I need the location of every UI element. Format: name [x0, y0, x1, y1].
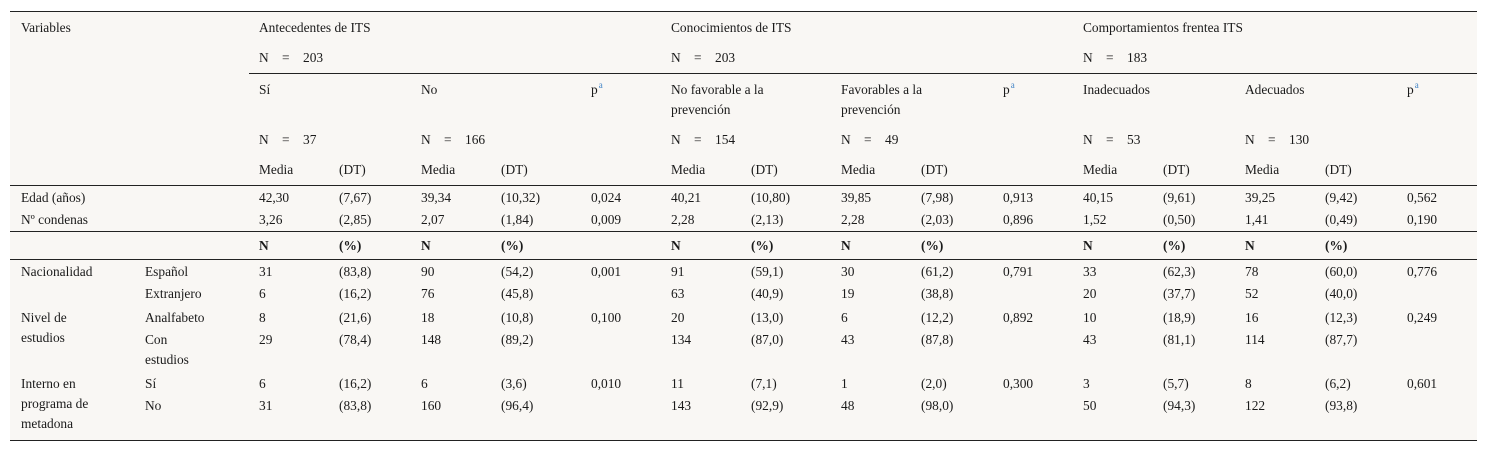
stat-header-dt: (DT) [1325, 162, 1352, 177]
category-label: Sí [145, 376, 157, 391]
table-cell: 30 [841, 264, 855, 279]
table-cell: 0,562 [1407, 190, 1438, 205]
table-cell: (13,0) [751, 310, 784, 325]
table-cell: (89,2) [501, 332, 534, 347]
table-cell: 39,34 [421, 190, 452, 205]
table-cell: 43 [841, 332, 855, 347]
table-cell: 6 [421, 376, 428, 391]
table-cell: (12,2) [921, 310, 954, 325]
subgroup-n: N = 154 [671, 132, 736, 147]
table-cell: 91 [671, 264, 685, 279]
table-cell: 6 [259, 286, 266, 301]
table-cell: (7,67) [339, 190, 372, 205]
stat-header-media: Media [1083, 162, 1118, 177]
table-cell: 1,52 [1083, 212, 1107, 227]
footnote-marker: a [598, 80, 603, 90]
table-cell: 148 [421, 332, 442, 347]
table-cell: 48 [841, 398, 855, 413]
variables-header: Variables [21, 20, 71, 35]
table-cell: 50 [1083, 398, 1097, 413]
stat-header-pct: (%) [501, 238, 524, 253]
table-cell: (7,98) [921, 190, 954, 205]
table-cell: 114 [1245, 332, 1265, 347]
table-cell: (81,1) [1163, 332, 1196, 347]
table-cell: 0,913 [1003, 190, 1034, 205]
table-cell: (0,50) [1163, 212, 1196, 227]
subgroup-label: Inadecuados [1083, 82, 1150, 97]
table-cell: (6,2) [1325, 376, 1351, 391]
category-label: Analfabeto [145, 310, 205, 325]
subgroup-label: Favorables a la [841, 82, 923, 97]
section-rule [10, 259, 1477, 260]
table-cell: 78 [1245, 264, 1259, 279]
table-cell: 42,30 [259, 190, 290, 205]
subgroup-label: No [421, 82, 438, 97]
category-label: No [145, 398, 162, 413]
variable-label: metadona [21, 416, 74, 431]
table-cell: (37,7) [1163, 286, 1196, 301]
p-value-header: $p^a$ [591, 80, 603, 97]
table-cell: 63 [671, 286, 685, 301]
table-cell: 0,776 [1407, 264, 1438, 279]
table-cell: (59,1) [751, 264, 784, 279]
subgroup-label-line2: prevención [841, 102, 901, 117]
table-cell: 134 [671, 332, 692, 347]
table-cell: (83,8) [339, 398, 372, 413]
table-cell: 1,41 [1245, 212, 1269, 227]
stat-header-dt: (DT) [501, 162, 528, 177]
table-cell: (9,42) [1325, 190, 1358, 205]
table-cell: 76 [421, 286, 435, 301]
table-cell: (61,2) [921, 264, 954, 279]
stat-header-pct: (%) [1163, 238, 1186, 253]
stat-header-n: N [421, 238, 431, 253]
stat-header-media: Media [421, 162, 456, 177]
table-cell: (94,3) [1163, 398, 1196, 413]
group-title: Antecedentes de ITS [259, 20, 371, 35]
table-cell: 10 [1083, 310, 1097, 325]
table-cell: 19 [841, 286, 855, 301]
p-value-header: $p^a$ [1003, 80, 1015, 97]
category-label: Con [145, 332, 168, 347]
table-cell: (93,8) [1325, 398, 1358, 413]
row-label: Edad (años) [21, 190, 86, 205]
variable-label: estudios [21, 330, 65, 345]
table-cell: (1,84) [501, 212, 534, 227]
table-cell: 31 [259, 264, 273, 279]
table-cell: (98,0) [921, 398, 954, 413]
stat-header-pct: (%) [339, 238, 362, 253]
table-cell: (96,4) [501, 398, 534, 413]
table-cell: 52 [1245, 286, 1259, 301]
row-label: Nº condenas [21, 212, 88, 227]
table-cell: 0,896 [1003, 212, 1034, 227]
group-title: Conocimientos de ITS [671, 20, 792, 35]
table-cell: (16,2) [339, 286, 372, 301]
stat-header-pct: (%) [1325, 238, 1348, 253]
table-cell: 160 [421, 398, 442, 413]
table-cell: 0,791 [1003, 264, 1034, 279]
table-cell: (45,8) [501, 286, 534, 301]
stat-header-n: N [1245, 238, 1255, 253]
subgroup-n: N = 130 [1245, 132, 1310, 147]
table-cell: (21,6) [339, 310, 372, 325]
table-cell: 31 [259, 398, 273, 413]
p-value-header: $p^a$ [1407, 80, 1419, 97]
table-cell: 20 [1083, 286, 1097, 301]
table-cell: (78,4) [339, 332, 372, 347]
table-cell: (38,8) [921, 286, 954, 301]
table-cell: 0,892 [1003, 310, 1034, 325]
subgroup-label-line2: prevención [671, 102, 731, 117]
table-cell: (87,0) [751, 332, 784, 347]
table-cell: 0,100 [591, 310, 622, 325]
subgroup-label: Sí [259, 82, 271, 97]
table-cell: (2,13) [751, 212, 784, 227]
table-cell: 3,26 [259, 212, 283, 227]
stat-header-pct: (%) [921, 238, 944, 253]
table-cell: (40,0) [1325, 286, 1358, 301]
stat-header-n: N [671, 238, 681, 253]
table-cell: 0,190 [1407, 212, 1438, 227]
table-cell: (40,9) [751, 286, 784, 301]
table-cell: 18 [421, 310, 435, 325]
table-cell: (87,8) [921, 332, 954, 347]
variable-label: Interno en [21, 376, 76, 391]
table-cell: 0,249 [1407, 310, 1438, 325]
subgroup-label: Adecuados [1245, 82, 1305, 97]
table-cell: (9,61) [1163, 190, 1196, 205]
footnote-marker: a [1414, 80, 1419, 90]
subgroup-n: N = 166 [421, 132, 486, 147]
table-cell: 43 [1083, 332, 1097, 347]
table-cell: 11 [671, 376, 684, 391]
results-table [10, 11, 1477, 441]
table-cell: 122 [1245, 398, 1266, 413]
stat-header-n: N [1083, 238, 1093, 253]
subgroup-label: No favorable a la [671, 82, 764, 97]
table-cell: 33 [1083, 264, 1097, 279]
stat-header-dt: (DT) [1163, 162, 1190, 177]
subgroup-n: N = 53 [1083, 132, 1141, 147]
group-n: N = 183 [1083, 50, 1148, 65]
stat-header-dt: (DT) [339, 162, 366, 177]
table-cell: 8 [1245, 376, 1252, 391]
table-cell: 39,85 [841, 190, 872, 205]
variable-label: Nivel de [21, 310, 67, 325]
table-cell: 40,15 [1083, 190, 1114, 205]
table-cell: (54,2) [501, 264, 534, 279]
header-rule [249, 73, 1477, 74]
table-cell: (16,2) [339, 376, 372, 391]
table-cell: 3 [1083, 376, 1090, 391]
stat-header-media: Media [259, 162, 294, 177]
table-cell: 16 [1245, 310, 1259, 325]
table-cell: 2,07 [421, 212, 445, 227]
stat-header-n: N [841, 238, 851, 253]
subgroup-n: N = 49 [841, 132, 899, 147]
table-cell: (60,0) [1325, 264, 1358, 279]
table-cell: (83,8) [339, 264, 372, 279]
table-cell: 143 [671, 398, 692, 413]
stat-header-pct: (%) [751, 238, 774, 253]
table-cell: 6 [841, 310, 848, 325]
variable-label: Nacionalidad [21, 264, 93, 279]
table-cell: 0,009 [591, 212, 622, 227]
category-label: Español [145, 264, 189, 279]
subgroup-n: N = 37 [259, 132, 317, 147]
stat-header-media: Media [1245, 162, 1280, 177]
stat-header-dt: (DT) [921, 162, 948, 177]
table-cell: (10,80) [751, 190, 791, 205]
header-bottom-rule [10, 185, 1477, 186]
table-cell: (2,85) [339, 212, 372, 227]
table-cell: (18,9) [1163, 310, 1196, 325]
table-cell: 0,300 [1003, 376, 1034, 391]
table-cell: 29 [259, 332, 273, 347]
table-cell: (62,3) [1163, 264, 1196, 279]
section-rule [10, 231, 1477, 232]
table-cell: 1 [841, 376, 848, 391]
table-cell: 8 [259, 310, 266, 325]
stat-header-media: Media [671, 162, 706, 177]
table-cell: (10,32) [501, 190, 541, 205]
stat-header-media: Media [841, 162, 876, 177]
table-cell: (87,7) [1325, 332, 1358, 347]
table-cell: (0,49) [1325, 212, 1358, 227]
table-cell: (3,6) [501, 376, 527, 391]
category-label: Extranjero [145, 286, 202, 301]
table-cell: 0,024 [591, 190, 622, 205]
group-n: N = 203 [671, 50, 736, 65]
table-cell: (2,03) [921, 212, 954, 227]
table-cell: (5,7) [1163, 376, 1189, 391]
table-cell: 0,001 [591, 264, 622, 279]
table-cell: 6 [259, 376, 266, 391]
table-cell: 0,010 [591, 376, 622, 391]
stat-header-dt: (DT) [751, 162, 778, 177]
table-cell: 39,25 [1245, 190, 1276, 205]
table-cell: (12,3) [1325, 310, 1358, 325]
group-title: Comportamientos frentea ITS [1083, 20, 1243, 35]
table-cell: 0,601 [1407, 376, 1438, 391]
category-label: estudios [145, 352, 189, 367]
variable-label: programa de [21, 396, 89, 411]
table-cell: (92,9) [751, 398, 784, 413]
table-cell: 40,21 [671, 190, 702, 205]
stat-header-n: N [259, 238, 269, 253]
table-cell: (7,1) [751, 376, 777, 391]
footnote-marker: a [1010, 80, 1015, 90]
table-cell: 2,28 [841, 212, 865, 227]
table-cell: 90 [421, 264, 435, 279]
table-cell: (2,0) [921, 376, 947, 391]
table-cell: 20 [671, 310, 685, 325]
table-cell: (10,8) [501, 310, 534, 325]
table-cell: 2,28 [671, 212, 695, 227]
group-n: N = 203 [259, 50, 324, 65]
